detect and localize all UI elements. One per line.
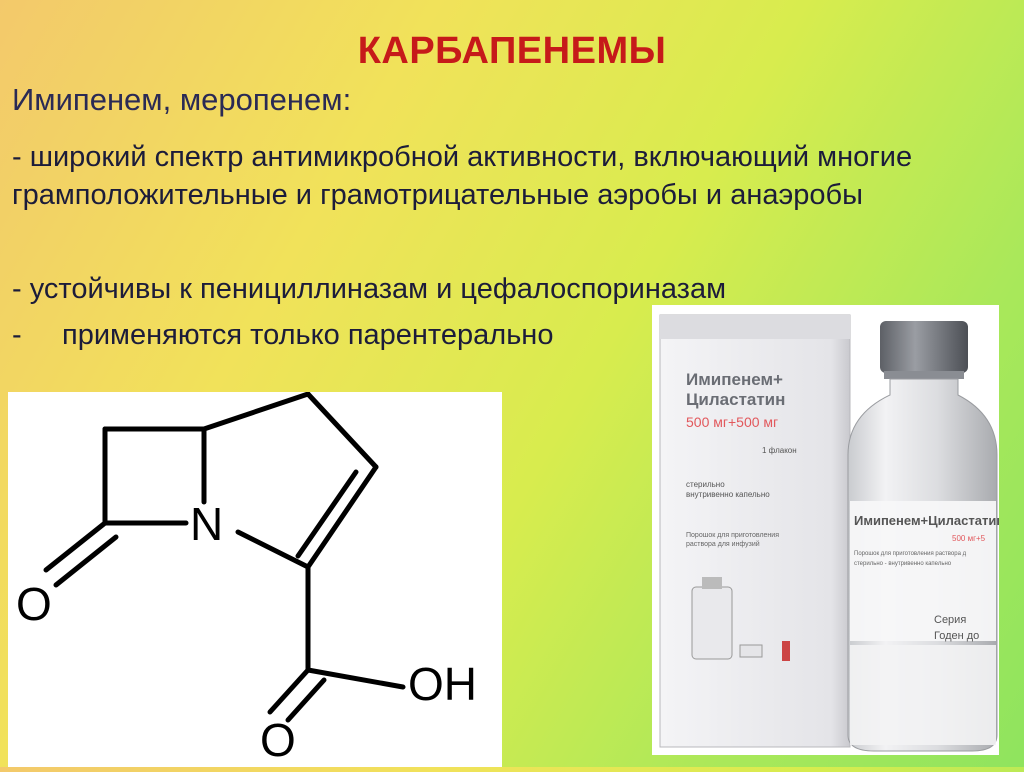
double-bond [56,537,116,585]
slide-title: КАРБАПЕНЕМЫ [357,30,667,72]
vial-label-note: стерильно - внутривенно капельно [854,561,952,567]
carton-note2: внутривенно капельно [686,490,770,499]
structure-drawing [8,392,502,767]
bullet-parenteral [12,316,553,354]
atom-oxygen-carbonyl: O [16,578,52,630]
vial-label-dose: 500 мг+5 [952,534,986,543]
bullet-parenteral-text: применяются только парентерально [62,319,554,351]
bullet-spectrum: - широкий спектр антимикробной активности, включающий многие грамположительные и грамотрицательные аэробы и анаэробы [12,141,913,211]
bullet-resistance: - устойчивы к пенициллиназам и цефалоспориназам [12,273,727,305]
bond [204,394,308,429]
bond [46,523,105,570]
slide-subtitle: Имипенем, меропенем: [12,82,352,117]
carton-vial-cap-pictogram [702,577,722,589]
carton-count: 1 флакон [762,446,797,455]
group-hydroxyl: OH [408,658,477,710]
carton-note1: стерильно [686,480,725,489]
vial-label-name: Имипенем+Циластатин [854,513,999,528]
atom-nitrogen: N [190,498,224,550]
vial-label-seria: Серия [934,614,967,626]
carton-form1: Порошок для приготовления [686,532,779,539]
carton-top [660,315,850,339]
bullet-dash: - [12,319,22,351]
bond [308,467,376,567]
vial-label-goden: Годен до [934,630,980,642]
drug-package-photo [652,305,999,755]
bond [238,532,308,567]
vial-cap-ring [884,371,964,379]
carton-name-line2: Циластатин [686,390,786,409]
carton-syringe-pictogram [740,645,762,657]
vial-cap [880,321,968,373]
carton-ampoule-pictogram [782,641,790,661]
carton-dose: 500 мг+500 мг [686,414,779,430]
vial-powder [850,645,996,745]
carton-vial-pictogram [692,587,732,659]
carton-form2: раствора для инфузий [686,541,760,548]
vial-label-form: Порошок для приготовления раствора д [854,551,967,557]
carton-name-line1: Имипенем+ [686,370,783,389]
carbapenem-structure [8,392,502,767]
atom-oxygen-carboxyl: O [260,714,296,766]
package-illustration [652,305,999,755]
bond [308,394,376,467]
